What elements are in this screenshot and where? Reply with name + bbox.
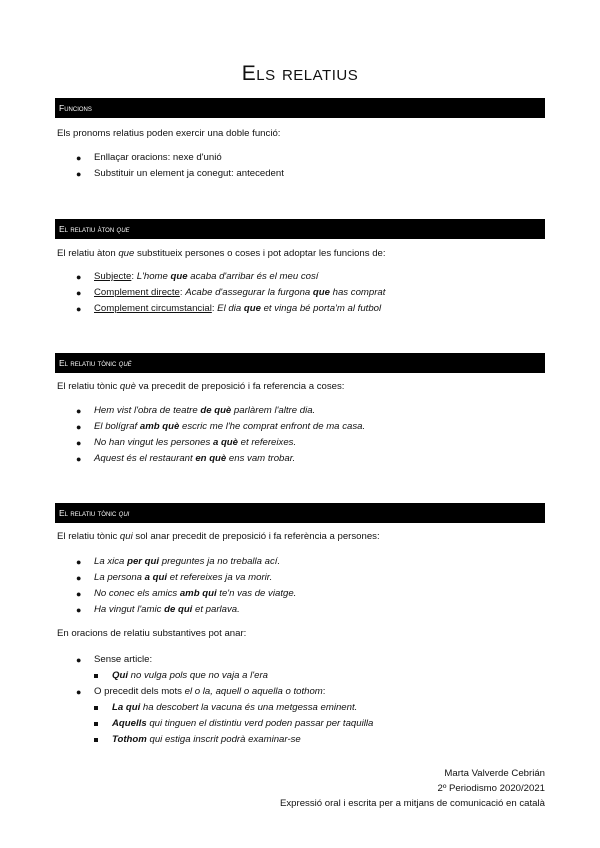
bullet-icon: ● bbox=[76, 605, 82, 615]
bullet-icon: ● bbox=[76, 169, 82, 179]
square-bullet-icon bbox=[94, 706, 98, 710]
bullet-list-funcions bbox=[76, 150, 284, 182]
page-title: Els relatius bbox=[241, 62, 359, 85]
bullet-icon: ● bbox=[76, 438, 82, 448]
list-item: ● La persona a qui et refereixes ja va morir. bbox=[76, 570, 296, 586]
bullet-list-substantives bbox=[76, 652, 373, 748]
paragraph-intro: El relatiu tònic què va precedit de preposició i fa referencia a coses: bbox=[57, 381, 345, 392]
bullet-icon: ● bbox=[76, 288, 82, 298]
paragraph-intro-2: En oracions de relatiu substantives pot anar: bbox=[57, 628, 247, 639]
bullet-icon: ● bbox=[76, 687, 82, 697]
section-heading-tonic-qui: El relatiu tònic qui bbox=[55, 503, 545, 523]
section-heading-tonic-que: El relatiu tònic què bbox=[55, 353, 545, 373]
square-bullet-icon bbox=[94, 738, 98, 742]
section-heading-aton: El relatiu àton que bbox=[55, 219, 545, 239]
list-item: ● Complement circumstancial: El dia que et vinga bé porta'm al futbol bbox=[76, 301, 385, 317]
list-item: ● Hem vist l'obra de teatre de què parlàrem l'altre dia. bbox=[76, 403, 365, 419]
section-heading-text: Funcions bbox=[59, 103, 92, 113]
sub-list-wrapper bbox=[76, 668, 373, 684]
bullet-list-tonic-qui bbox=[76, 554, 296, 618]
sub-list-item: La qui ha descobert la vacuna és una metgessa eminent. bbox=[76, 700, 373, 716]
footer-course: 2º Periodismo 2020/2021 bbox=[437, 783, 545, 794]
bullet-icon: ● bbox=[76, 589, 82, 599]
footer-author: Marta Valverde Cebrián bbox=[444, 768, 545, 779]
bullet-icon: ● bbox=[76, 573, 82, 583]
bullet-icon: ● bbox=[76, 422, 82, 432]
list-item: ● La xica per qui preguntes ja no treballa ací. bbox=[76, 554, 296, 570]
sub-list-item: Aquells qui tinguen el distintiu verd poden passar per taquilla bbox=[76, 716, 373, 732]
sub-list-item: Qui no vulga pols que no vaja a l'era bbox=[76, 668, 373, 684]
sub-list-item: Tothom qui estiga inscrit podrà examinar-se bbox=[76, 732, 373, 748]
bullet-list-tonic-que bbox=[76, 403, 365, 467]
bullet-icon: ● bbox=[76, 655, 82, 665]
sub-list bbox=[76, 668, 373, 684]
footer-subject: Expressió oral i escrita per a mitjans de comunicació en català bbox=[279, 798, 545, 809]
paragraph-intro: El relatiu tònic qui sol anar precedit de preposició i fa referència a persones: bbox=[57, 531, 380, 542]
list-item: ● O precedit dels mots el o la, aquell o aquella o tothom: bbox=[76, 684, 373, 700]
paragraph-intro: El relatiu àton que substitueix persones o coses i pot adoptar les funcions de: bbox=[57, 248, 386, 259]
paragraph-intro: Els pronoms relatius poden exercir una doble funció: bbox=[57, 128, 281, 139]
list-item: ● Sense article: bbox=[76, 652, 373, 668]
bullet-icon: ● bbox=[76, 557, 82, 567]
list-item: ● Enllaçar oracions: nexe d'unió bbox=[76, 150, 284, 166]
list-item: ● Complement directe: Acabe d'assegurar la furgona que has comprat bbox=[76, 285, 385, 301]
bullet-icon: ● bbox=[76, 454, 82, 464]
list-item: ● Aquest és el restaurant en què ens vam trobar. bbox=[76, 451, 365, 467]
list-item: ● El bolígraf amb què escric me l'he comprat enfront de ma casa. bbox=[76, 419, 365, 435]
bullet-icon: ● bbox=[76, 272, 82, 282]
sub-list-wrapper bbox=[76, 700, 373, 748]
section-heading-funcions bbox=[55, 98, 545, 118]
list-item: ● No han vingut les persones a què et refereixes. bbox=[76, 435, 365, 451]
list-item: ● Substituir un element ja conegut: antecedent bbox=[76, 166, 284, 182]
sub-list bbox=[76, 700, 373, 748]
square-bullet-icon bbox=[94, 674, 98, 678]
footer bbox=[280, 766, 545, 811]
list-item: ● Subjecte: L'home que acaba d'arribar és el meu cosí bbox=[76, 269, 385, 285]
list-item: ● Ha vingut l'amic de qui et parlava. bbox=[76, 602, 296, 618]
square-bullet-icon bbox=[94, 722, 98, 726]
bullet-icon: ● bbox=[76, 153, 82, 163]
bullet-icon: ● bbox=[76, 406, 82, 416]
bullet-icon: ● bbox=[76, 304, 82, 314]
list-item: ● No conec els amics amb qui te'n vas de viatge. bbox=[76, 586, 296, 602]
bullet-list-aton bbox=[76, 269, 385, 317]
